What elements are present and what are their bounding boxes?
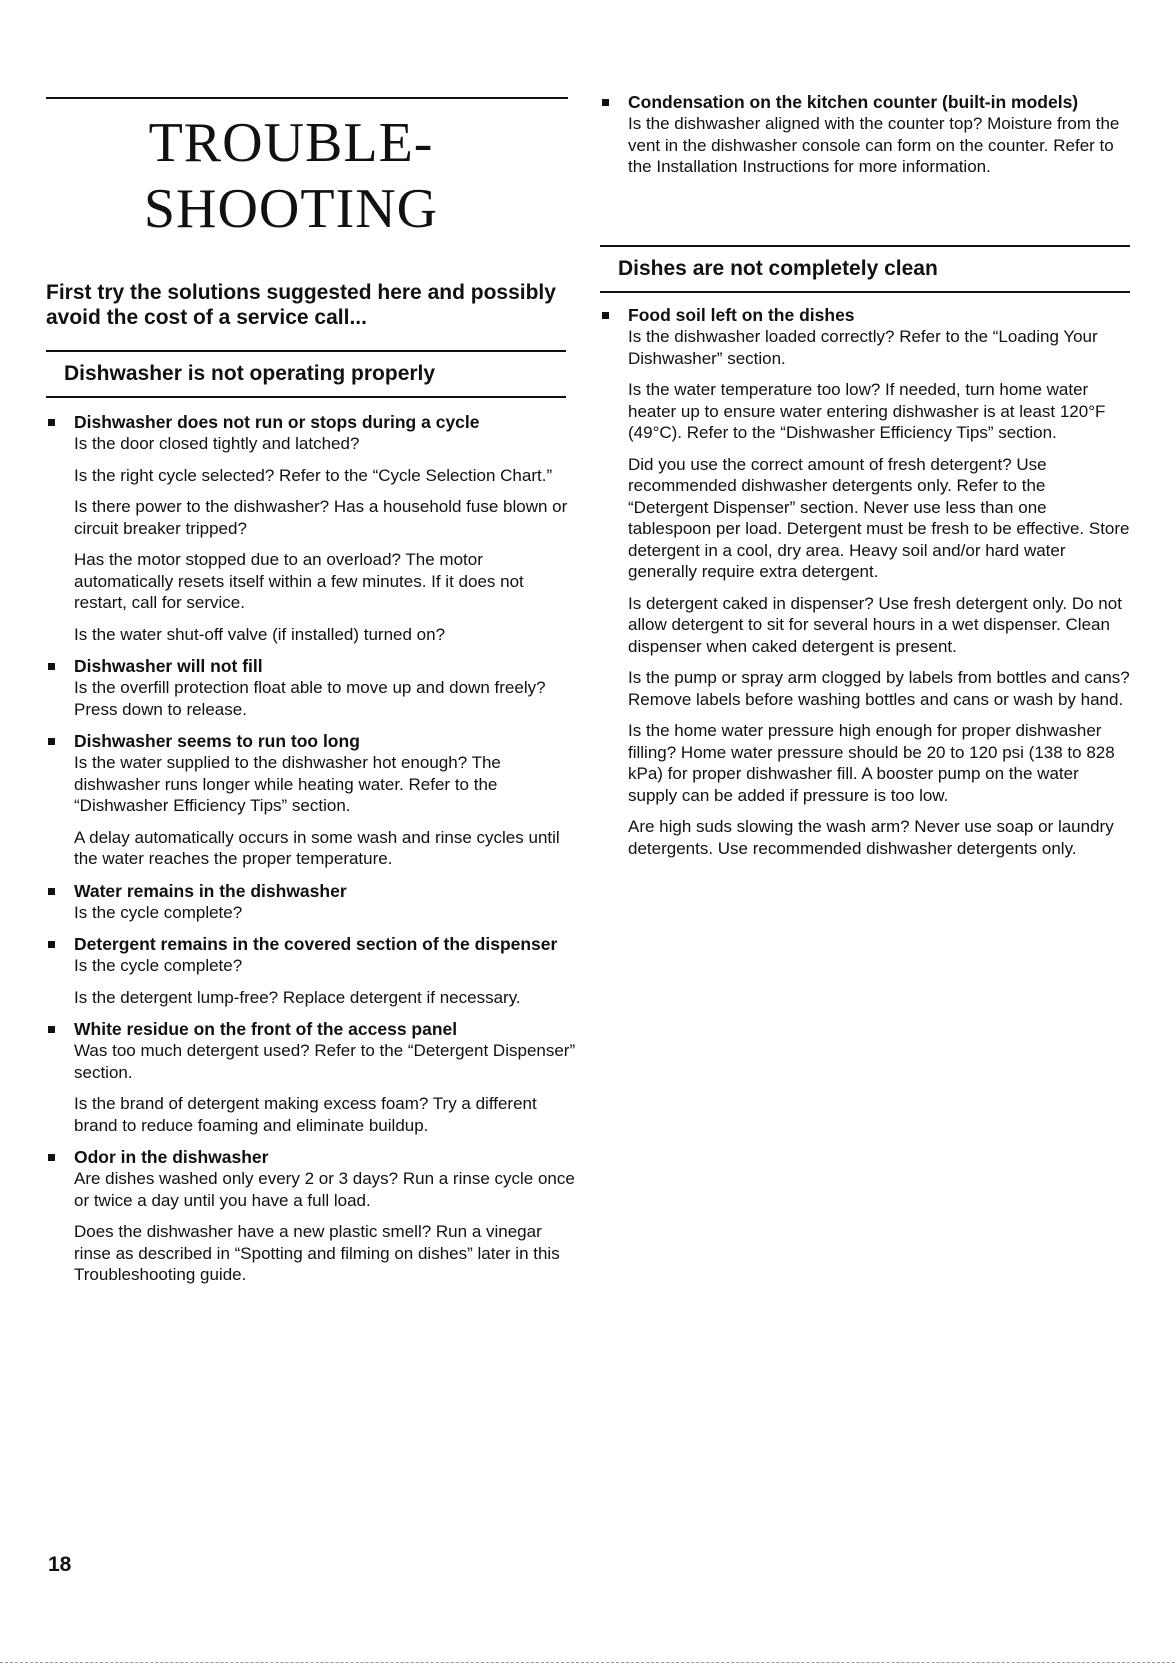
item-paragraph: Does the dishwasher have a new plastic smell? Run a vinegar rinse as described in “Spotting and filming on dishes” later in this Troubleshooting guide.	[74, 1222, 560, 1284]
item-paragraph: Is the door closed tightly and latched?	[74, 434, 360, 453]
page-title	[46, 110, 536, 242]
troubleshooting-item	[46, 1019, 576, 1136]
item-paragraph: Is the water temperature too low? If needed, turn home water heater up to ensure water entering dishwasher is at least 120°F (49°C). Refer to the “Dishwasher Efficiency Tips” section.	[628, 380, 1106, 442]
title-line-2: SHOOTING	[143, 178, 439, 240]
section-heading-label: Dishes are not completely clean	[618, 257, 938, 280]
troubleshooting-item	[46, 731, 576, 870]
section-heading-not-operating	[46, 350, 566, 398]
item-paragraph: Is the water shut-off valve (if installed) turned on?	[74, 624, 446, 644]
troubleshooting-item	[46, 412, 576, 645]
item-title: Detergent remains in the covered section of the dispenser	[74, 934, 558, 954]
bullet-square-icon	[48, 663, 55, 670]
troubleshooting-item	[46, 656, 576, 720]
item-paragraph: Is the overfill protection float able to move up and down freely? Press down to release.	[74, 678, 546, 719]
item-paragraph: Is the pump or spray arm clogged by labels from bottles and cans? Remove labels before washing bottles and cans or wash by hand.	[628, 668, 1130, 709]
item-title: Water remains in the dishwasher	[74, 880, 347, 901]
section-rule-bottom	[46, 396, 566, 398]
bullet-square-icon	[602, 99, 609, 106]
troubleshooting-item	[46, 934, 576, 1008]
item-paragraph: Is there power to the dishwasher? Has a household fuse blown or circuit breaker tripped?	[74, 497, 568, 538]
item-paragraph: Are high suds slowing the wash arm? Never use soap or laundry detergents. Use recommended dishwasher detergents only.	[628, 817, 1114, 858]
item-paragraph: Is the brand of detergent making excess foam? Try a different brand to reduce foaming and eliminate buildup.	[74, 1094, 537, 1135]
troubleshooting-item	[600, 92, 1130, 178]
condensation-item	[600, 92, 1130, 189]
item-title: Food soil left on the dishes	[628, 305, 855, 325]
item-paragraph: Is the cycle complete?	[74, 956, 243, 975]
bullet-square-icon	[602, 312, 609, 319]
item-paragraph: Is the water supplied to the dishwasher hot enough? The dishwasher runs longer while heating water. Refer to the “Dishwasher Efficiency Tips” section.	[74, 753, 501, 815]
item-title: Odor in the dishwasher	[74, 1147, 269, 1167]
section1-items	[46, 412, 576, 1297]
troubleshooting-item	[600, 305, 1130, 859]
troubleshooting-item	[46, 881, 576, 924]
section-heading-label: Dishwasher is not operating properly	[64, 362, 436, 385]
item-paragraph: Is the cycle complete?	[74, 902, 243, 922]
section-rule-bottom	[600, 291, 1130, 293]
item-title: Dishwasher does not run or stops during a cycle	[74, 412, 480, 432]
intro-text: First try the solutions suggested here and possibly avoid the cost of a service call...	[46, 281, 556, 329]
bullet-square-icon	[48, 888, 55, 895]
page-number: 18	[48, 1553, 72, 1576]
bullet-square-icon	[48, 419, 55, 426]
item-paragraph: Are dishes washed only every 2 or 3 days? Run a rinse cycle once or twice a day until you have a full load.	[74, 1169, 575, 1210]
item-paragraph: Did you use the correct amount of fresh detergent? Use recommended dishwasher detergents only. Refer to the “Detergent Dispenser” section. Never use less than one tablespoon per load. Detergent must be fresh to be effective. Store detergent in a cool, dry area. Heavy soil and/or hard water generally require extra detergent.	[628, 454, 1130, 581]
section2-items	[600, 305, 1130, 870]
bottom-dashed-rule	[0, 1662, 1175, 1663]
title-top-rule	[46, 97, 568, 99]
item-paragraph: Has the motor stopped due to an overload? The motor automatically resets itself within a few minutes. If it does not restart, call for service.	[74, 550, 524, 612]
item-paragraph: Was too much detergent used? Refer to the “Detergent Dispenser” section.	[74, 1041, 576, 1082]
item-paragraph: Is detergent caked in dispenser? Use fresh detergent only. Do not allow detergent to sit for several hours in a wet dispenser. Clean dispenser when caked detergent is present.	[628, 593, 1122, 656]
troubleshooting-item	[46, 1147, 576, 1286]
title-line-1: TROUBLE-	[148, 112, 434, 174]
section-heading-not-clean	[600, 245, 1130, 293]
item-title: White residue on the front of the access panel	[74, 1019, 458, 1039]
item-title: Condensation on the kitchen counter (built-in models)	[628, 92, 1079, 112]
item-title: Dishwasher will not fill	[74, 656, 263, 676]
item-paragraph: Is the dishwasher loaded correctly? Refer to the “Loading Your Dishwasher” section.	[628, 327, 1098, 368]
bullet-square-icon	[48, 738, 55, 745]
item-paragraph: A delay automatically occurs in some wash and rinse cycles until the water reaches the proper temperature.	[74, 827, 560, 868]
item-paragraph: Is the right cycle selected? Refer to the “Cycle Selection Chart.”	[74, 465, 553, 485]
item-paragraph: Is the dishwasher aligned with the counter top? Moisture from the vent in the dishwasher console can form on the counter. Refer to the Installation Instructions for more information.	[628, 114, 1120, 176]
item-paragraph: Is the detergent lump-free? Replace detergent if necessary.	[74, 987, 521, 1007]
bullet-square-icon	[48, 1026, 55, 1033]
bullet-square-icon	[48, 941, 55, 948]
bullet-square-icon	[48, 1154, 55, 1161]
item-paragraph: Is the home water pressure high enough for proper dishwasher filling? Home water pressure should be 20 to 120 psi (138 to 828 kPa) for proper dishwasher fill. A booster pump on the water supply can be added if pressure is too low.	[628, 721, 1115, 805]
item-title: Dishwasher seems to run too long	[74, 731, 360, 751]
